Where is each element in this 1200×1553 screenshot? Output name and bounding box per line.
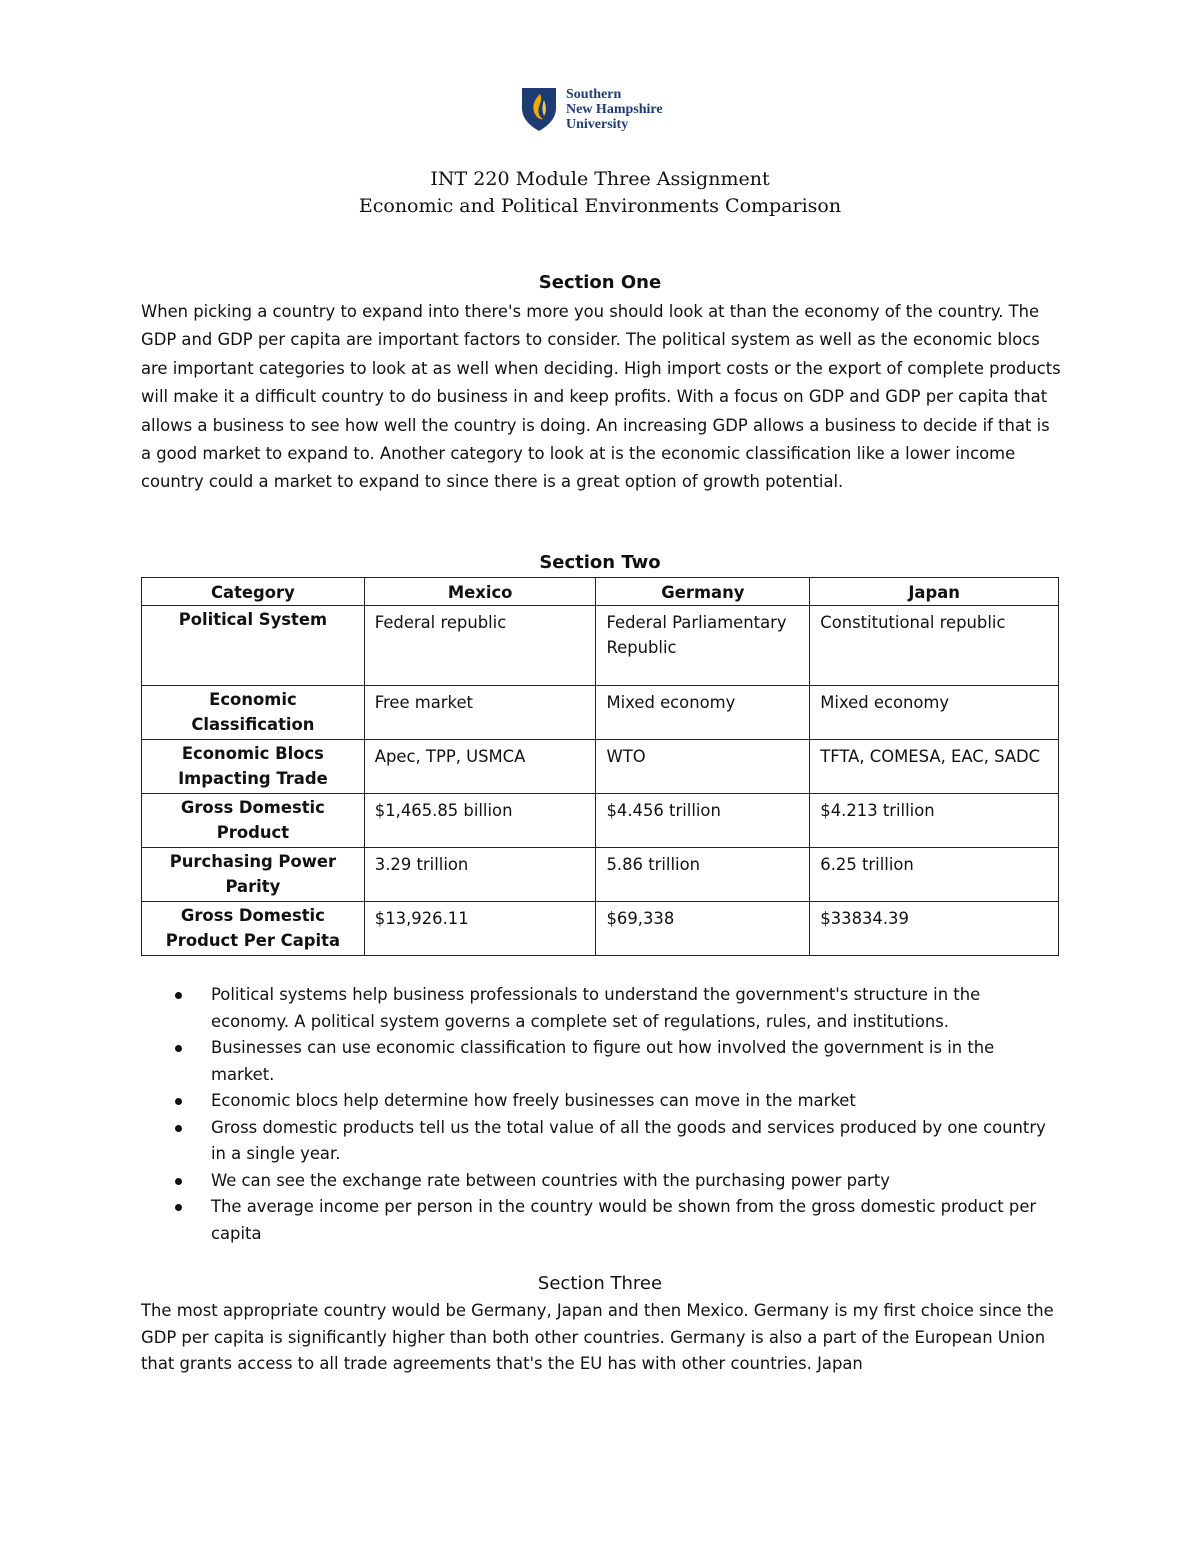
list-item-text: Economic blocs help determine how freely businesses can move in the market xyxy=(211,1091,856,1110)
table-header-cell: Japan xyxy=(810,578,1059,606)
cell-japan: Mixed economy xyxy=(810,686,1059,740)
row-category: Gross Domestic Product Per Capita xyxy=(142,902,365,956)
logo-line-2: New Hampshire xyxy=(566,101,663,117)
section-two-heading: Section Two xyxy=(539,552,661,573)
list-item xyxy=(141,1194,1061,1247)
comparison-table xyxy=(141,577,1059,956)
cell-germany: Mixed economy xyxy=(596,686,810,740)
list-item-text: Businesses can use economic classification to figure out how involved the government is in the market. xyxy=(211,1038,995,1084)
document-title-block xyxy=(0,166,1200,220)
logo-line-1: Southern xyxy=(566,86,622,102)
row-category: Purchasing Power Parity xyxy=(142,848,365,902)
list-item xyxy=(141,982,1061,1035)
cell-mexico: Apec, TPP, USMCA xyxy=(364,740,596,794)
table-header-cell: Category xyxy=(142,578,365,606)
list-item-text: Political systems help business professionals to understand the government's structure in the economy. A political system governs a complete set of regulations, rules, and institutions. xyxy=(211,985,981,1031)
section-three-body: The most appropriate country would be Germany, Japan and then Mexico. Germany is my first choice since the GDP per capita is significantly higher than both other countries. Germany is also a part of the European Union that grants access to all trade agreements that's the EU has with other countries. Japan xyxy=(141,1301,1054,1373)
bullet-dot-icon xyxy=(175,992,182,999)
logo-line-3: University xyxy=(566,116,629,132)
cell-germany: $4.456 trillion xyxy=(596,794,810,848)
bullet-dot-icon xyxy=(175,1045,182,1052)
table-header-row xyxy=(142,578,1059,606)
cell-mexico: 3.29 trillion xyxy=(364,848,596,902)
cell-japan: Constitutional republic xyxy=(810,606,1059,686)
row-category: Political System xyxy=(142,606,365,686)
row-category: Gross Domestic Product xyxy=(142,794,365,848)
bullet-dot-icon xyxy=(175,1125,182,1132)
cell-mexico: $13,926.11 xyxy=(364,902,596,956)
table-header-cell: Mexico xyxy=(364,578,596,606)
list-item xyxy=(141,1115,1061,1168)
list-item-text: The average income per person in the country would be shown from the gross domestic product per capita xyxy=(211,1197,1037,1243)
table-header-cell: Germany xyxy=(596,578,810,606)
university-logo xyxy=(520,84,690,134)
list-item xyxy=(141,1168,1061,1195)
row-category: Economic Classification xyxy=(142,686,365,740)
list-item-text: Gross domestic products tell us the total value of all the goods and services produced by one country in a single year. xyxy=(211,1117,1046,1163)
cell-mexico: Federal republic xyxy=(364,606,596,686)
cell-japan: TFTA, COMESA, EAC, SADC xyxy=(810,740,1059,794)
table-row xyxy=(142,902,1059,956)
row-category: Economic Blocs Impacting Trade xyxy=(142,740,365,794)
table-row xyxy=(142,794,1059,848)
section-two-bullet-list xyxy=(141,982,1061,1247)
cell-japan: $33834.39 xyxy=(810,902,1059,956)
logo-wordmark xyxy=(566,87,663,132)
shield-flame-icon xyxy=(520,86,558,132)
bullet-dot-icon xyxy=(175,1204,182,1211)
list-item xyxy=(141,1088,1061,1115)
table-row xyxy=(142,848,1059,902)
cell-mexico: $1,465.85 billion xyxy=(364,794,596,848)
document-title: INT 220 Module Three Assignment xyxy=(430,168,770,190)
document-subtitle: Economic and Political Environments Comparison xyxy=(358,195,842,217)
bullet-dot-icon xyxy=(175,1098,182,1105)
cell-japan: 6.25 trillion xyxy=(810,848,1059,902)
list-item-text: We can see the exchange rate between countries with the purchasing power party xyxy=(211,1170,890,1190)
cell-japan: $4.213 trillion xyxy=(810,794,1059,848)
table-row xyxy=(142,606,1059,686)
cell-mexico: Free market xyxy=(364,686,596,740)
section-three-heading: Section Three xyxy=(537,1273,663,1294)
table-row xyxy=(142,686,1059,740)
cell-germany: Federal Parliamentary Republic xyxy=(596,606,810,686)
list-item xyxy=(141,1035,1061,1088)
cell-germany: $69,338 xyxy=(596,902,810,956)
cell-germany: 5.86 trillion xyxy=(596,848,810,902)
section-one-body: When picking a country to expand into there's more you should look at than the economy of the country. The GDP and GDP per capita are important factors to consider. The political system as well as the economic blocs are important categories to look at as well when deciding. High import costs or the export of complete products will make it a difficult country to do business in and keep profits. With a focus on GDP and GDP per capita that allows a business to see how well the country is doing. An increasing GDP allows a business to decide if that is a good market to expand to. Another category to look at is the economic classification like a lower income country could a market to expand to since there is a great option of growth potential. xyxy=(141,302,1061,492)
section-one-heading: Section One xyxy=(538,272,662,293)
cell-germany: WTO xyxy=(596,740,810,794)
table-row xyxy=(142,740,1059,794)
bullet-dot-icon xyxy=(175,1178,182,1185)
